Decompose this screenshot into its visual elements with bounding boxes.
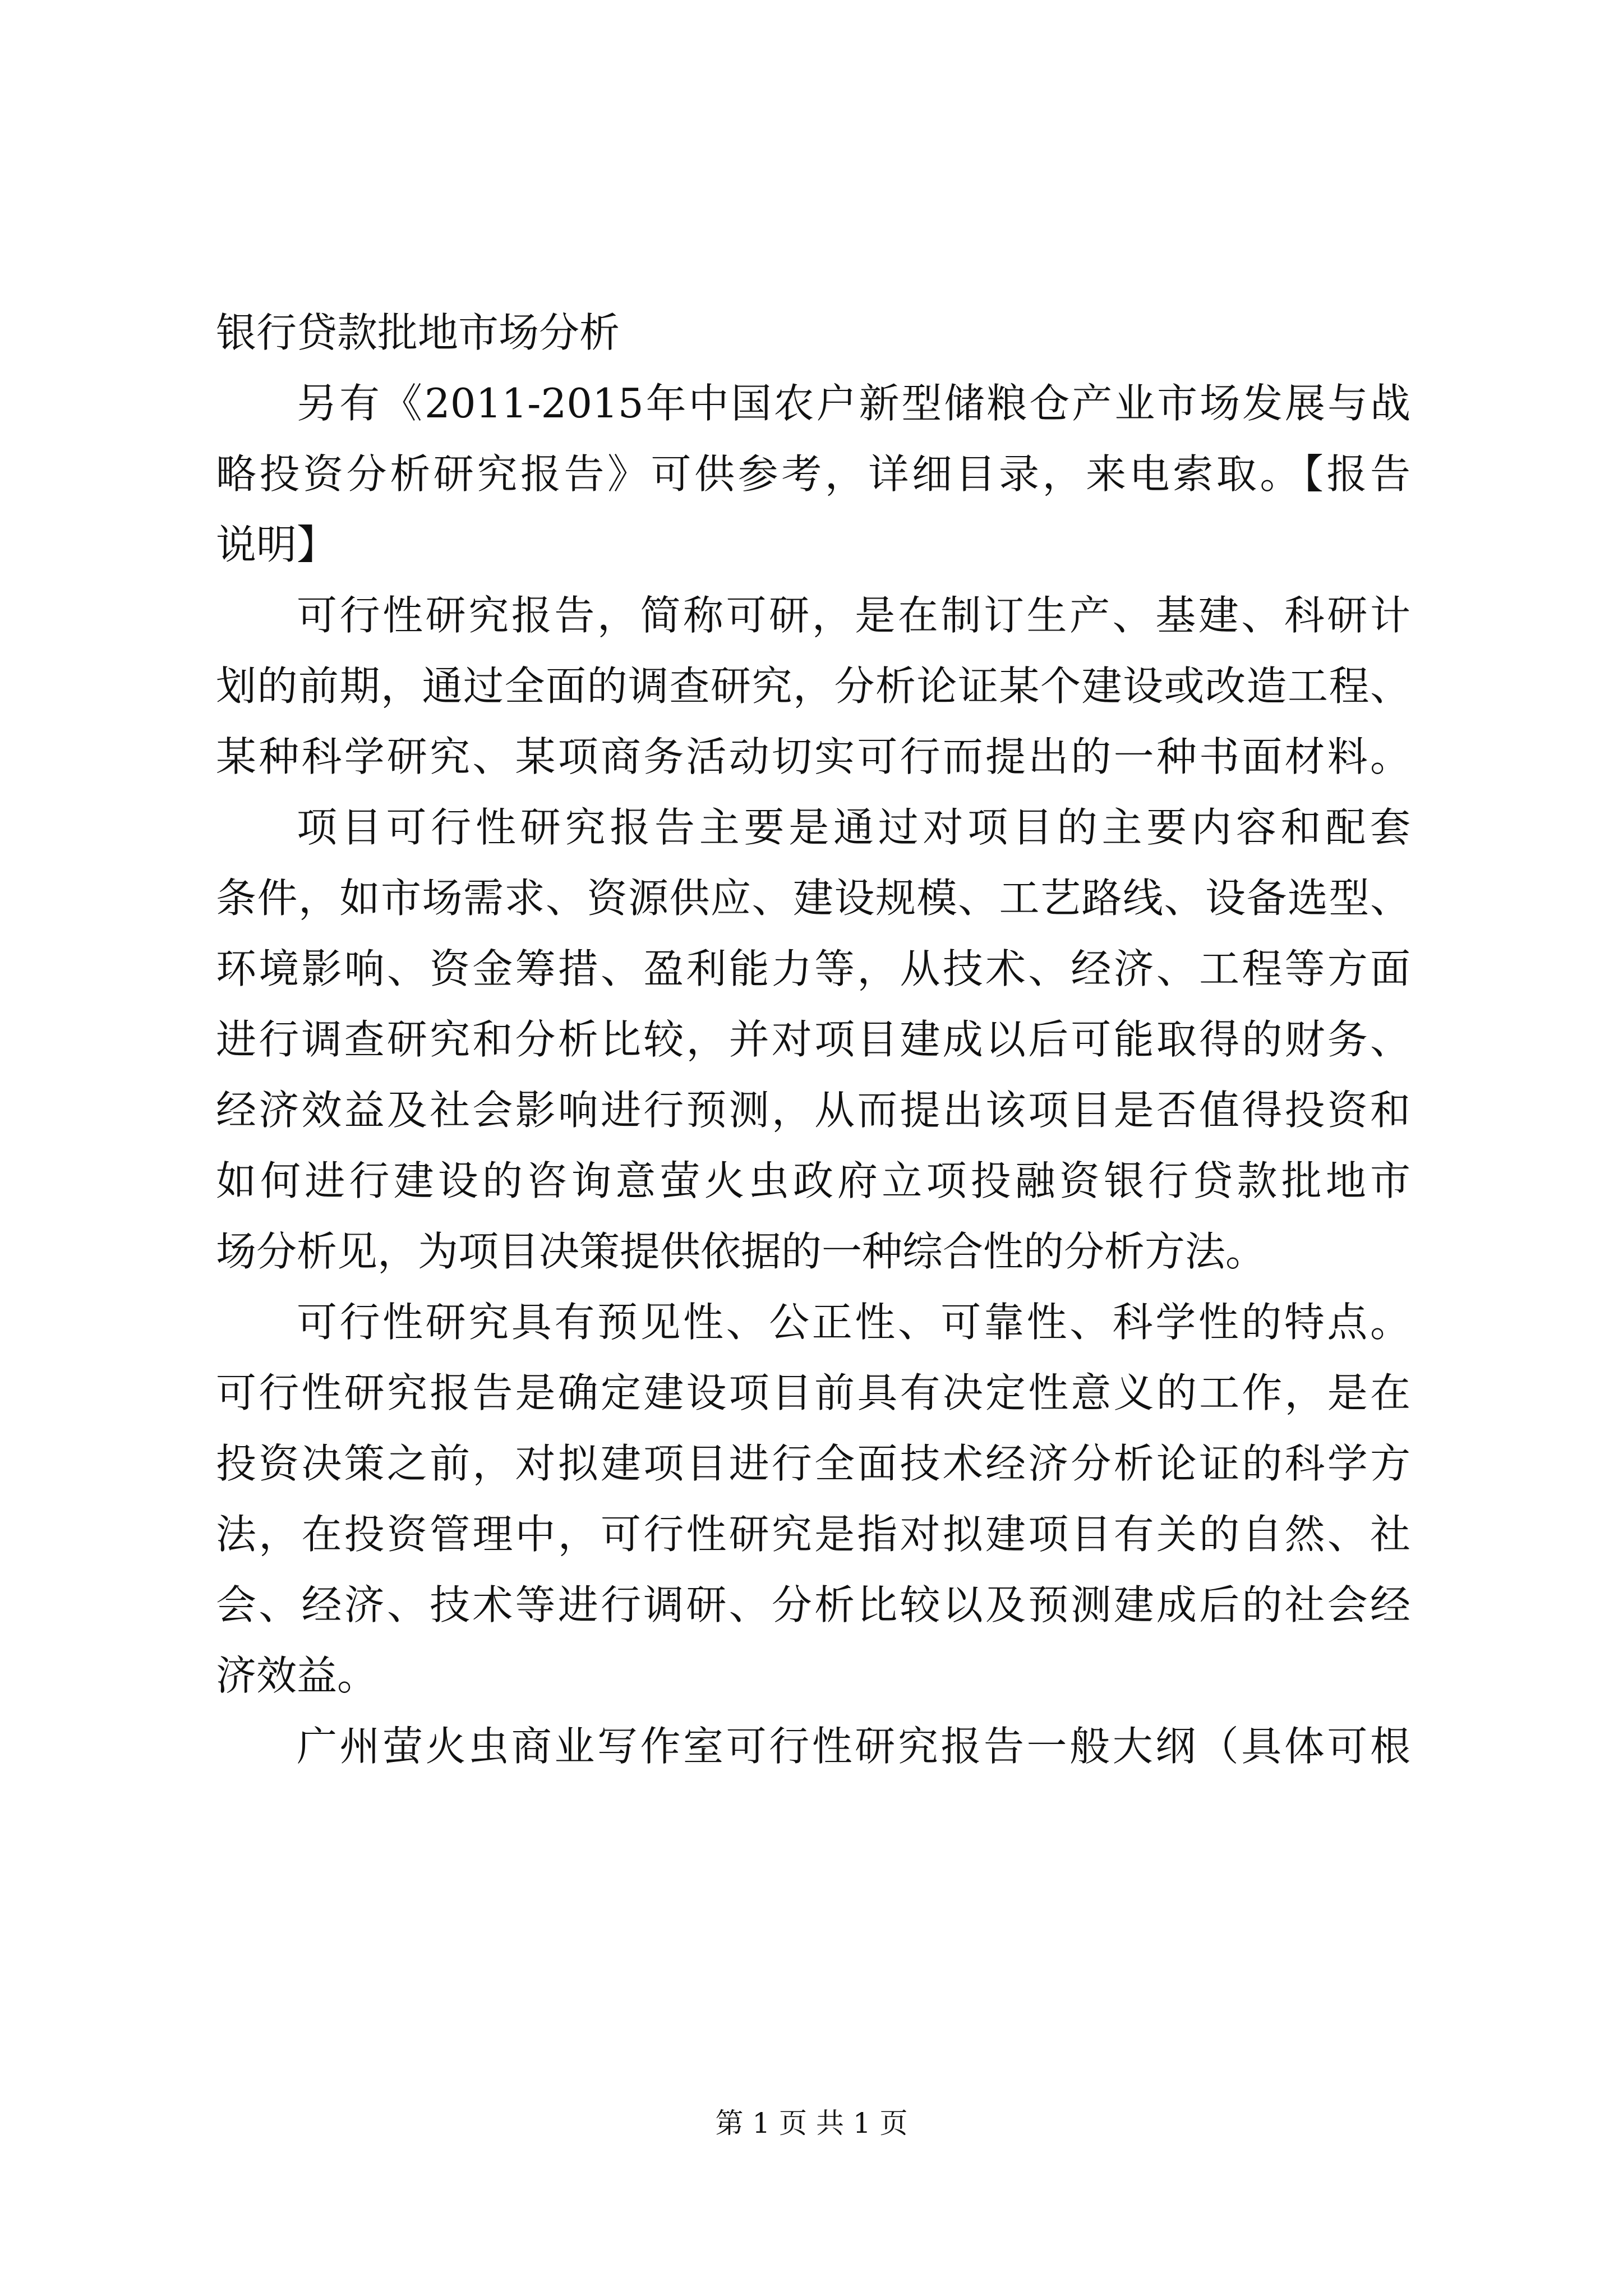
paragraph-line: 经济效益及社会影响进行预测，从而提出该项目是否值得投资和 [216,1087,1410,1134]
document-title: 银行贷款批地市场分析 [216,309,620,356]
paragraph-line: 投资决策之前，对拟建项目进行全面技术经济分析论证的科学方 [216,1440,1410,1487]
paragraph-line: 场分析见，为项目决策提供依据的一种综合性的分析方法。 [216,1228,1266,1275]
paragraph-line: 略投资分析研究报告》可供参考，详细目录，来电索取。【报告 [216,450,1410,498]
paragraph-line: 另有《2011-2015年中国农户新型储粮仓产业市场发展与战 [297,380,1410,427]
paragraph-line: 可行性研究具有预见性、公正性、可靠性、科学性的特点。 [297,1299,1410,1346]
paragraph-line: 说明】 [216,521,338,568]
paragraph-line: 广州萤火虫商业写作室可行性研究报告一般大纲（具体可根 [297,1723,1410,1770]
paragraph-line: 某种科学研究、某项商务活动切实可行而提出的一种书面材料。 [216,733,1410,780]
paragraph-line: 法，在投资管理中，可行性研究是指对拟建项目有关的自然、社 [216,1511,1410,1558]
paragraph-line: 环境影响、资金筹措、盈利能力等，从技术、经济、工程等方面 [216,945,1410,992]
paragraph-line: 会、经济、技术等进行调研、分析比较以及预测建成后的社会经 [216,1581,1410,1628]
paragraph-line: 条件，如市场需求、资源供应、建设规模、工艺路线、设备选型、 [216,875,1410,922]
paragraph-line: 划的前期，通过全面的调查研究，分析论证某个建设或改造工程、 [216,662,1410,710]
paragraph-line: 可行性研究报告，简称可研，是在制订生产、基建、科研计 [297,592,1410,639]
paragraph-line: 济效益。 [216,1652,378,1699]
paragraph-line: 如何进行建设的咨询意萤火虫政府立项投融资银行贷款批地市 [216,1157,1410,1204]
document-body [216,297,1410,1782]
paragraph-line: 可行性研究报告是确定建设项目前具有决定性意义的工作，是在 [216,1369,1410,1416]
paragraph-line: 项目可行性研究报告主要是通过对项目的主要内容和配套 [297,804,1410,851]
page-number-footer: 第 1 页 共 1 页 [715,2107,908,2139]
paragraph-line: 进行调查研究和分析比较，并对项目建成以后可能取得的财务、 [216,1016,1410,1063]
